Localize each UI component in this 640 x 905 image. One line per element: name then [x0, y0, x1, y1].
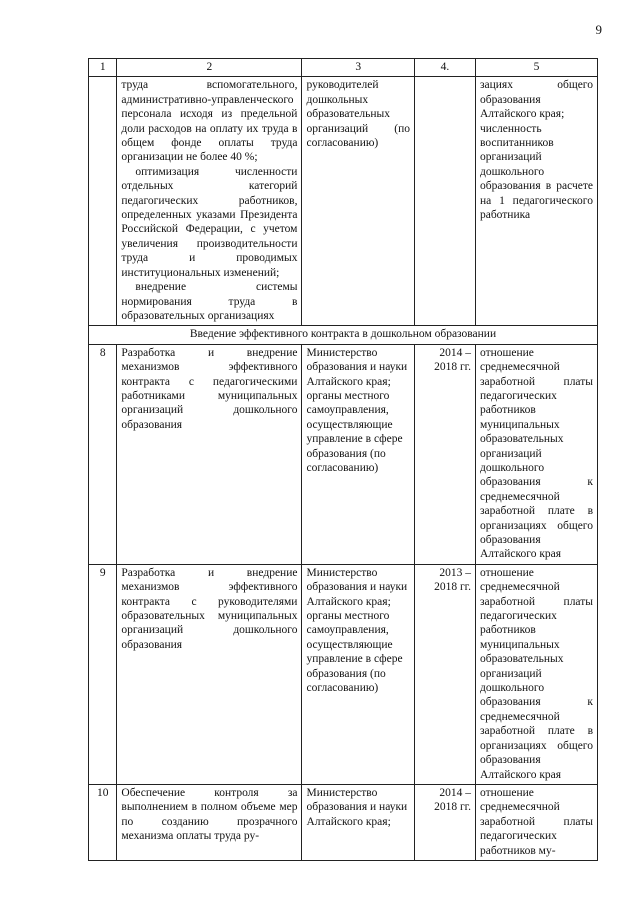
header-col-5: 5: [475, 59, 597, 77]
table-header-row: [89, 59, 598, 77]
measures-table: [88, 58, 598, 861]
header-col-3: 3: [302, 59, 415, 77]
row-measure: Разработка и внедрение механизмов эффективного контракта с руководителями образовательных муниципальных организаций дошкольного образования: [117, 564, 302, 784]
row-responsible: Министерство образования и науки Алтайского края; органы местного самоуправления, осуществляющие управление в сфере образования (по согласованию): [302, 344, 415, 564]
row-indicator: отношение среднемесячной заработной платы педагогических работников муниципальных образовательных организаций дошкольного образования к среднемесячной заработной плате в организациях общего образования Алтайского края: [475, 344, 597, 564]
row-responsible: Министерство образования и науки Алтайского края; органы местного самоуправления, осуществляющие управление в сфере образования (по согласованию): [302, 564, 415, 784]
continuation-row: [89, 77, 598, 326]
row-number: 9: [89, 564, 117, 784]
row-measure: Разработка и внедрение механизмов эффективного контракта с педагогическими работниками муниципальных организаций дошкольного образования: [117, 344, 302, 564]
header-col-4: 4.: [414, 59, 475, 77]
row-responsible: Министерство образования и науки Алтайского края;: [302, 784, 415, 860]
continuation-responsible-cell: руководителей дошкольных образовательных организаций (по согласованию): [302, 77, 415, 326]
continuation-period-cell: [414, 77, 475, 326]
continuation-measure-cell: [117, 77, 302, 326]
row-period: 2014 – 2018 гг.: [414, 344, 475, 564]
header-col-2: 2: [117, 59, 302, 77]
row-number: 10: [89, 784, 117, 860]
continuation-paragraph: внедрение системы нормирования труда в образовательных организациях: [121, 281, 298, 322]
continuation-indicator-cell: зациях общего образования Алтайского края; численность воспитанников организаций дошкольного образования в расчете на 1 педагогического работника: [475, 77, 597, 326]
row-period: 2013 – 2018 гг.: [414, 564, 475, 784]
row-indicator: отношение среднемесячной заработной платы педагогических работников муниципальных образовательных организаций дошкольного образования к среднемесячной заработной плате в организациях общего образования Алтайского края: [475, 564, 597, 784]
section-row: [89, 326, 598, 344]
row-number: 8: [89, 344, 117, 564]
table-row: [89, 784, 598, 860]
continuation-paragraph: труда вспомогательного, административно-управленческого персонала исходя из предельной доли расходов на оплату их труда в общем фонде оплаты труда организации не более 40 %;: [121, 79, 298, 164]
continuation-num-cell: [89, 77, 117, 326]
page-number: 9: [595, 22, 602, 37]
table-row: [89, 564, 598, 784]
continuation-paragraph: оптимизация численности отдельных категорий педагогических работников, определенных указами Президента Российской Федерации, с учетом увеличения производительности труда и проводимых институциональных изменений;: [121, 165, 298, 279]
table-row: [89, 344, 598, 564]
header-col-1: 1: [89, 59, 117, 77]
row-period: 2014 – 2018 гг.: [414, 784, 475, 860]
row-measure: Обеспечение контроля за выполнением в полном объеме мер по созданию прозрачного механизма оплаты труда ру-: [117, 784, 302, 860]
section-title: Введение эффективного контракта в дошкольном образовании: [89, 326, 598, 344]
row-indicator: отношение среднемесячной заработной платы педагогических работников му-: [475, 784, 597, 860]
